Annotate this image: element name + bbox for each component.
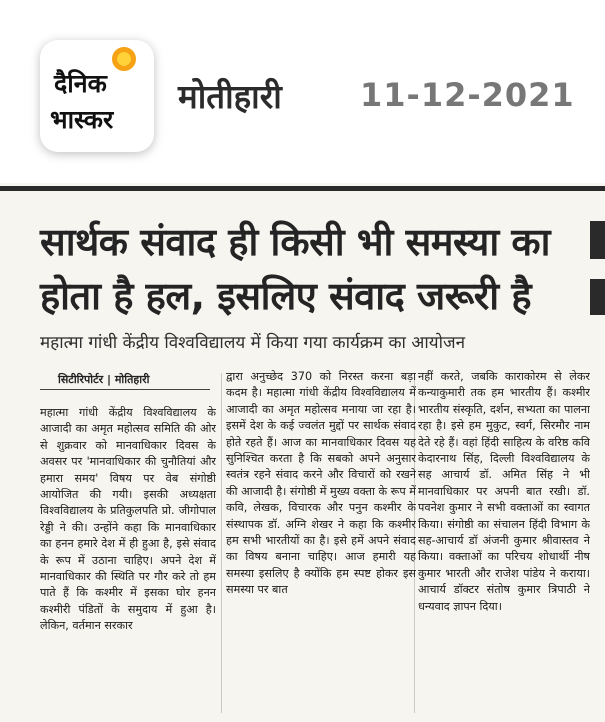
- subheadline: महात्मा गांधी केंद्रीय विश्वविद्यालय में किया गया कार्यक्रम का आयोजन: [40, 333, 466, 353]
- sun-icon: [112, 47, 136, 71]
- logo-text-line2: भास्कर: [50, 105, 114, 134]
- adjacent-article-fragment: [590, 221, 605, 259]
- dainik-bhaskar-logo: [40, 40, 154, 152]
- article-column-2: द्वारा अनुच्छेद 370 को निरस्त करना बड़ा कदम है। महात्मा गांधी केंद्रीय विश्वविद्यालय में आजादी का अमृत महोत्सव मनाया जा रहा है। इसमें देश के कई ज्वलंत मुद्दों पर सार्थक संवाद होते रहते हैं। आज का मानवाधिकार दिवस यह सुनिश्चित करता है कि सबको अपने अनुसार स्वतंत्र रहने संवाद करने और विचारों को रखने की आजादी है। संगोष्ठी में मुख्य वक्ता के रूप में कवि, लेखक, विचारक और पनुन कश्मीर के संस्थापक डॉ. अग्नि शेखर ने कहा कि कश्मीर हम सभी भारतीयों का है। इसे हमें अपने संवाद का विषय बनाना चाहिए। आज हमारी यह समस्या इसलिए है क्योंकि हम स्पष्ट होकर इस समस्या पर बात: [226, 370, 416, 597]
- edition-city: मोतीहारी: [178, 77, 282, 116]
- byline: सिटीरिपोर्टर | मोतिहारी: [58, 373, 150, 386]
- column-divider: [221, 373, 222, 713]
- edition-date: 11-12-2021: [360, 76, 575, 114]
- byline-divider: [40, 389, 210, 390]
- adjacent-article-fragment: [590, 279, 605, 315]
- article-column-1: महात्मा गांधी केंद्रीय विश्वविद्यालय के आजादी का अमृत महोत्सव समिति की ओर से शुक्रवार को मानवाधिकार दिवस के अवसर पर 'मानवाधिकार की चुनौतियां और हमारा समय' विषय पर वेब संगोष्ठी आयोजित की गयी। इसकी अध्यक्षता विश्वविद्यालय के प्रतिकुलपति प्रो. जीगोपाल रेड्डी ने की। उन्होंने कहा कि मानवाधिकार का हनन हमारे देश में ही हुआ है, इसे संवाद के रूप में उठाना चाहिए। अपने देश में मानवाधिकार की स्थिति पर गौर करे तो हम पाते हैं कि कश्मीर में इसका घोर हनन कश्मीरी पंडितों के समुदाय में हुआ है। लेकिन, वर्तमान सरकार: [40, 406, 216, 633]
- top-divider: [0, 186, 605, 191]
- article-column-3: नहीं करते, जबकि काराकोरम से लेकर कन्याकुमारी तक हम भारतीय हैं। कश्मीर भारतीय संस्कृति, दर्शन, सभ्यता का पालना रहा है। इसे हम मुकुट, स्वर्ग, सिरमौर नाम देते रहे हैं। वहां हिंदी साहित्य के वरिष्ठ कवि केदारनाथ सिंह, दिल्ली विश्वविद्यालय के सह आचार्य डॉ. अमित सिंह ने भी मानवाधिकार पर अपनी बात रखी। डॉ. पवनेश कुमार ने सभी वक्ताओं का स्वागत किया। संगोष्ठी का संचालन हिंदी विभाग के सह-आचार्य डॉ अंजनी कुमार श्रीवास्तव ने किया। वक्ताओं का परिचय शोधार्थी नीष कुमार भारती और राजेश पांडेय ने कराया। आचार्य डॉक्टर संतोष कुमार त्रिपाठी ने धन्यवाद ज्ञापन दिया।: [418, 370, 590, 613]
- headline-line2: होता है हल, इसलिए संवाद जरूरी है: [40, 274, 532, 318]
- logo-text-line1: दैनिक: [54, 69, 107, 98]
- page-header: [0, 0, 605, 180]
- newspaper-clipping: [0, 183, 605, 722]
- headline-line1: सार्थक संवाद ही किसी भी समस्या का: [40, 220, 550, 264]
